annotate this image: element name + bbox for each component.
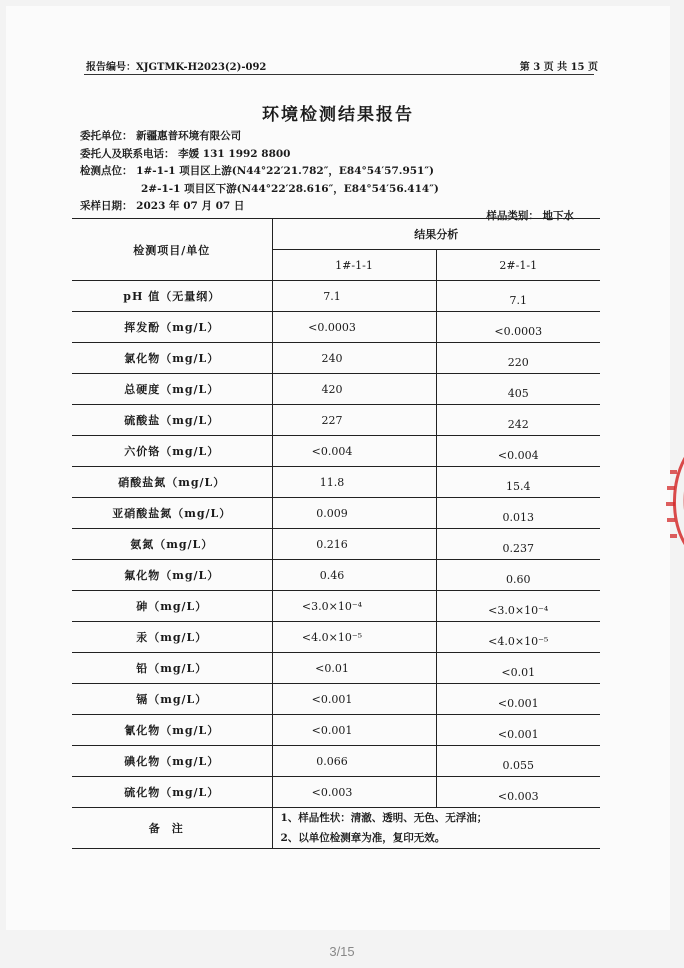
row-item-label: 碘化物（mg/L） xyxy=(72,746,272,777)
page-info: 第 3 页 共 15 页 xyxy=(519,62,598,73)
table-row xyxy=(72,560,600,591)
row-item-label: 氨氮（mg/L） xyxy=(72,529,272,560)
point1-line: 检测点位： 1#-1-1 项目区上游(N44°22′21.782″，E84°54′57.951″) xyxy=(80,165,435,177)
remarks-label: 备注 xyxy=(72,808,272,849)
row-value-sample-2: 7.1 xyxy=(436,281,600,312)
row-value-sample-2: <0.003 xyxy=(436,777,600,808)
row-value-sample-1: <0.001 xyxy=(272,715,436,746)
row-value-sample-2: 0.055 xyxy=(436,746,600,777)
row-item-label: 硝酸盐氮（mg/L） xyxy=(72,467,272,498)
row-value-sample-1: <0.001 xyxy=(272,684,436,715)
page-indicator: 3/15 xyxy=(329,944,355,959)
table-row xyxy=(72,436,600,467)
row-value-sample-1: 240 xyxy=(272,343,436,374)
row-value-sample-1: <0.003 xyxy=(272,777,436,808)
row-value-sample-2: 242 xyxy=(436,405,600,436)
row-value-sample-2: 405 xyxy=(436,374,600,405)
table-row xyxy=(72,498,600,529)
row-value-sample-2: 0.013 xyxy=(436,498,600,529)
table-row xyxy=(72,653,600,684)
table-row xyxy=(72,467,600,498)
seal-arc-outer xyxy=(674,434,684,566)
header-item-unit: 检测项目/单位 xyxy=(72,219,272,281)
sample-date: 采样日期： 2023 年 07 月 07 日 xyxy=(80,200,245,212)
table-row xyxy=(72,684,600,715)
remarks-text xyxy=(272,808,600,849)
row-item-label: 砷（mg/L） xyxy=(72,591,272,622)
row-value-sample-1: 7.1 xyxy=(272,281,436,312)
row-value-sample-1: 0.009 xyxy=(272,498,436,529)
client-line: 委托单位： 新疆惠普环境有限公司 xyxy=(80,130,242,142)
row-value-sample-1: <0.004 xyxy=(272,436,436,467)
row-value-sample-2: <0.004 xyxy=(436,436,600,467)
remarks-row xyxy=(72,808,600,849)
table-row xyxy=(72,591,600,622)
row-value-sample-1: 0.066 xyxy=(272,746,436,777)
row-item-label: 六价铬（mg/L） xyxy=(72,436,272,467)
row-value-sample-1: <0.0003 xyxy=(272,312,436,343)
table-row xyxy=(72,777,600,808)
table-row xyxy=(72,374,600,405)
report-title: 环境检测结果报告 xyxy=(262,105,414,125)
header-sample-1: 1#-1-1 xyxy=(272,250,436,281)
row-value-sample-2: <3.0×10⁻⁴ xyxy=(436,591,600,622)
row-item-label: 氯化物（mg/L） xyxy=(72,343,272,374)
official-seal-stamp xyxy=(654,430,684,570)
table-row xyxy=(72,715,600,746)
row-value-sample-2: 0.60 xyxy=(436,560,600,591)
row-value-sample-1: 227 xyxy=(272,405,436,436)
row-item-label: 铅（mg/L） xyxy=(72,653,272,684)
table-row xyxy=(72,343,600,374)
row-value-sample-1: <3.0×10⁻⁴ xyxy=(272,591,436,622)
row-item-label: 氰化物（mg/L） xyxy=(72,715,272,746)
row-item-label: 硫酸盐（mg/L） xyxy=(72,405,272,436)
row-value-sample-1: 0.216 xyxy=(272,529,436,560)
table-row xyxy=(72,529,600,560)
sample-type: 样品类别： 地下水 xyxy=(486,210,574,222)
row-value-sample-2: <4.0×10⁻⁵ xyxy=(436,622,600,653)
row-item-label: 硫化物（mg/L） xyxy=(72,777,272,808)
row-value-sample-1: 11.8 xyxy=(272,467,436,498)
results-table xyxy=(72,218,600,849)
point2-line: 2#-1-1 项目区下游(N44°22′28.616″，E84°54′56.414″) xyxy=(141,183,439,195)
row-item-label: 挥发酚（mg/L） xyxy=(72,312,272,343)
header-sample-2: 2#-1-1 xyxy=(436,250,600,281)
row-value-sample-1: <4.0×10⁻⁵ xyxy=(272,622,436,653)
contact-line: 委托人及联系电话： 李媛 131 1992 8800 xyxy=(80,148,291,160)
report-number: 报告编号：XJGTMK-H2023(2)-092 xyxy=(86,62,267,73)
table-row xyxy=(72,281,600,312)
remark-2: 2、以单位检测章为准，复印无效。 xyxy=(280,832,446,844)
remark-1: 1、样品性状：清澈、透明、无色、无浮油； xyxy=(280,812,488,824)
table-row xyxy=(72,312,600,343)
table-row xyxy=(72,405,600,436)
row-value-sample-2: <0.001 xyxy=(436,715,600,746)
row-value-sample-1: 420 xyxy=(272,374,436,405)
header-result: 结果分析 xyxy=(272,219,600,250)
header-divider xyxy=(84,74,594,75)
document-page xyxy=(6,6,670,930)
row-item-label: 镉（mg/L） xyxy=(72,684,272,715)
row-value-sample-2: <0.0003 xyxy=(436,312,600,343)
row-value-sample-1: <0.01 xyxy=(272,653,436,684)
table-row xyxy=(72,746,600,777)
row-item-label: 氟化物（mg/L） xyxy=(72,560,272,591)
row-item-label: pH 值（无量纲） xyxy=(72,281,272,312)
row-value-sample-2: <0.01 xyxy=(436,653,600,684)
table-row xyxy=(72,622,600,653)
row-value-sample-2: 0.237 xyxy=(436,529,600,560)
row-value-sample-1: 0.46 xyxy=(272,560,436,591)
table-header-row xyxy=(72,219,600,250)
row-item-label: 汞（mg/L） xyxy=(72,622,272,653)
row-item-label: 亚硝酸盐氮（mg/L） xyxy=(72,498,272,529)
row-value-sample-2: <0.001 xyxy=(436,684,600,715)
row-value-sample-2: 15.4 xyxy=(436,467,600,498)
row-item-label: 总硬度（mg/L） xyxy=(72,374,272,405)
row-value-sample-2: 220 xyxy=(436,343,600,374)
